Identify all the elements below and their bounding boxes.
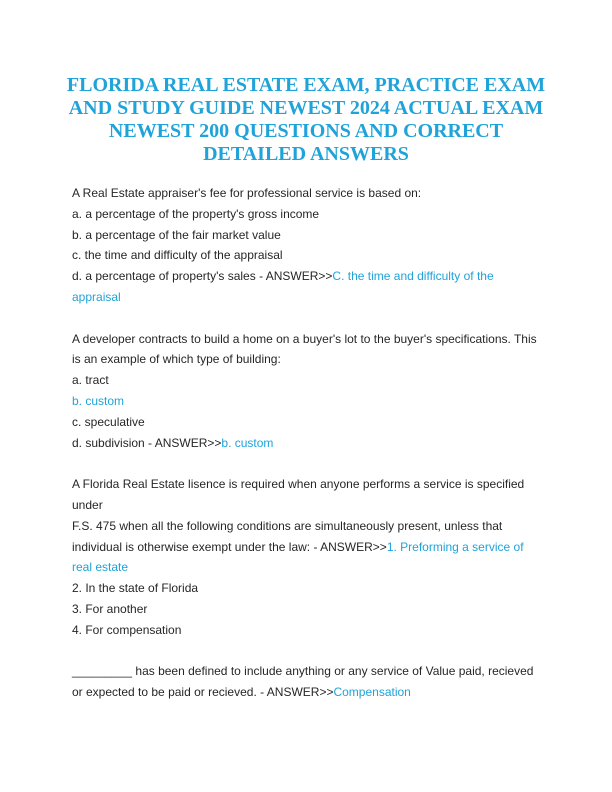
question-1-option-d: d. a percentage of property's sales - ANSWER>> bbox=[72, 269, 333, 284]
question-2-option-b: b. custom bbox=[72, 393, 125, 408]
question-2-text-line-1: A developer contracts to build a home on a buyer's lot to the buyer's specifications. This bbox=[72, 331, 537, 346]
question-3-item-4: 4. For compensation bbox=[72, 622, 182, 637]
question-1-answer: C. the time and difficulty of the bbox=[332, 269, 494, 284]
question-2-option-d-line bbox=[72, 433, 542, 454]
question-2-answer: b. custom bbox=[221, 435, 274, 450]
question-3-text-line-2: under bbox=[72, 497, 103, 512]
question-1-answer-continued: appraisal bbox=[72, 289, 121, 304]
question-3-item-3: 3. For another bbox=[72, 601, 148, 616]
question-1-option-d-line bbox=[72, 266, 542, 287]
question-2-option-d: d. subdivision - ANSWER>> bbox=[72, 435, 222, 450]
question-2-text-line-2: is an example of which type of building: bbox=[72, 352, 281, 367]
question-3-answer-continued: real estate bbox=[72, 560, 129, 575]
question-1-text: A Real Estate appraiser's fee for professional service is based on: bbox=[72, 186, 422, 200]
question-3-text-line-4 bbox=[72, 537, 542, 558]
question-2-option-a: a. tract bbox=[72, 373, 109, 388]
spacer bbox=[72, 453, 542, 474]
question-4-prompt-end: or expected to be paid or recieved. - ANSWER>> bbox=[72, 685, 334, 700]
question-3-item-2: 2. In the state of Florida bbox=[72, 581, 199, 596]
question-4-answer: Compensation bbox=[333, 685, 411, 700]
question-3-text-line-3: F.S. 475 when all the following conditions are simultaneously present, unless that bbox=[72, 518, 503, 533]
question-1-option-b: b. a percentage of the fair market value bbox=[72, 227, 281, 242]
question-4-text-line-1: _________ has been defined to include anything or any service of Value paid, recieved bbox=[72, 664, 534, 679]
question-1-option-a: a. a percentage of the property's gross income bbox=[72, 206, 320, 221]
document-title: FLORIDA REAL ESTATE EXAM, PRACTICE EXAM AND STUDY GUIDE NEWEST 2024 ACTUAL EXAM NEWEST 200 QUESTIONS AND CORRECT DETAILED ANSWERS bbox=[66, 74, 546, 165]
question-4-text-line-2 bbox=[72, 682, 542, 703]
question-3-prompt-end: individual is otherwise exempt under the law: - ANSWER>> bbox=[72, 539, 387, 554]
question-3-text-line-1: A Florida Real Estate lisence is required when anyone performs a service is specified bbox=[72, 477, 525, 492]
spacer bbox=[72, 641, 542, 662]
document-body bbox=[72, 183, 542, 703]
spacer bbox=[72, 308, 542, 329]
question-1-option-c: c. the time and difficulty of the appraisal bbox=[72, 248, 283, 263]
question-3-answer: 1. Preforming a service of bbox=[386, 539, 524, 554]
question-2-option-c: c. speculative bbox=[72, 414, 145, 429]
